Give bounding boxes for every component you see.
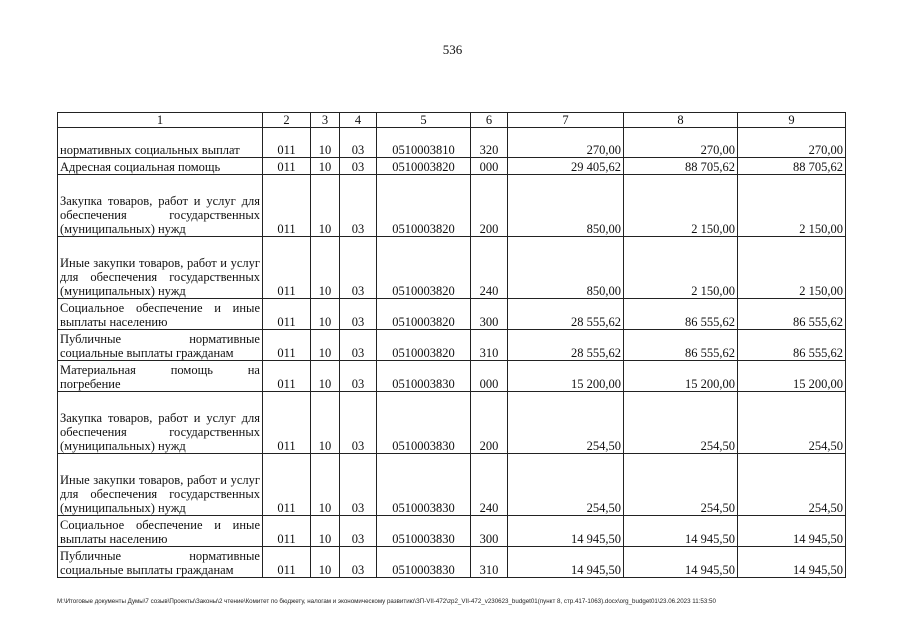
row-code-cell: 011 (263, 361, 311, 392)
row-code-cell: 310 (471, 547, 508, 578)
row-amount-cell: 14 945,50 (738, 516, 846, 547)
row-code-cell: 0510003820 (377, 299, 471, 330)
row-amount-cell: 88 705,62 (624, 158, 738, 175)
row-code-cell: 0510003830 (377, 454, 471, 516)
row-code-cell: 10 (311, 330, 340, 361)
row-code-cell: 011 (263, 128, 311, 158)
row-amount-cell: 254,50 (624, 392, 738, 454)
row-code-cell: 200 (471, 392, 508, 454)
row-code-cell: 10 (311, 237, 340, 299)
row-amount-cell: 254,50 (738, 454, 846, 516)
row-code-cell: 200 (471, 175, 508, 237)
row-amount-cell: 15 200,00 (738, 361, 846, 392)
row-amount-cell: 14 945,50 (624, 547, 738, 578)
row-code-cell: 03 (340, 128, 377, 158)
header-cell: 4 (340, 113, 377, 128)
row-code-cell: 0510003810 (377, 128, 471, 158)
row-code-cell: 0510003830 (377, 361, 471, 392)
table-row (58, 516, 846, 547)
row-amount-cell: 86 555,62 (624, 299, 738, 330)
row-code-cell: 10 (311, 392, 340, 454)
row-amount-cell: 254,50 (624, 454, 738, 516)
row-name-cell: Социальное обеспечение и иные выплаты населению (58, 516, 263, 547)
header-cell: 2 (263, 113, 311, 128)
row-code-cell: 000 (471, 361, 508, 392)
row-code-cell: 03 (340, 454, 377, 516)
row-amount-cell: 254,50 (508, 454, 624, 516)
row-code-cell: 10 (311, 128, 340, 158)
row-code-cell: 10 (311, 454, 340, 516)
table-row (58, 158, 846, 175)
row-code-cell: 011 (263, 158, 311, 175)
row-amount-cell: 2 150,00 (624, 175, 738, 237)
table-row (58, 547, 846, 578)
table-row (58, 175, 846, 237)
table-row (58, 128, 846, 158)
row-code-cell: 0510003820 (377, 237, 471, 299)
row-amount-cell: 270,00 (624, 128, 738, 158)
row-code-cell: 10 (311, 299, 340, 330)
row-amount-cell: 850,00 (508, 237, 624, 299)
row-name-cell: Материальная помощь на погребение (58, 361, 263, 392)
row-amount-cell: 15 200,00 (508, 361, 624, 392)
row-name-cell: нормативных социальных выплат (58, 128, 263, 158)
row-code-cell: 03 (340, 158, 377, 175)
table-row (58, 299, 846, 330)
row-amount-cell: 254,50 (508, 392, 624, 454)
budget-table (57, 112, 846, 578)
row-amount-cell: 88 705,62 (738, 158, 846, 175)
row-amount-cell: 15 200,00 (624, 361, 738, 392)
page-number: 536 (442, 42, 463, 57)
row-amount-cell: 2 150,00 (738, 237, 846, 299)
row-name-cell: Адресная социальная помощь (58, 158, 263, 175)
row-code-cell: 300 (471, 299, 508, 330)
header-cell: 1 (58, 113, 263, 128)
header-cell: 7 (508, 113, 624, 128)
row-code-cell: 03 (340, 547, 377, 578)
row-amount-cell: 850,00 (508, 175, 624, 237)
row-code-cell: 10 (311, 175, 340, 237)
table-header-row (58, 113, 846, 128)
row-code-cell: 10 (311, 516, 340, 547)
row-name-cell: Закупка товаров, работ и услуг для обеспечения государственных (муниципальных) нужд (58, 392, 263, 454)
row-amount-cell: 14 945,50 (508, 547, 624, 578)
row-code-cell: 0510003820 (377, 330, 471, 361)
row-code-cell: 0510003830 (377, 516, 471, 547)
header-cell: 6 (471, 113, 508, 128)
table-row (58, 392, 846, 454)
row-code-cell: 300 (471, 516, 508, 547)
row-code-cell: 240 (471, 454, 508, 516)
row-code-cell: 0510003830 (377, 547, 471, 578)
row-amount-cell: 28 555,62 (508, 330, 624, 361)
row-code-cell: 011 (263, 299, 311, 330)
row-code-cell: 03 (340, 516, 377, 547)
row-code-cell: 10 (311, 158, 340, 175)
row-code-cell: 03 (340, 175, 377, 237)
table-row (58, 454, 846, 516)
row-amount-cell: 29 405,62 (508, 158, 624, 175)
row-code-cell: 011 (263, 454, 311, 516)
row-amount-cell: 86 555,62 (738, 330, 846, 361)
row-code-cell: 03 (340, 392, 377, 454)
header-cell: 9 (738, 113, 846, 128)
row-code-cell: 0510003830 (377, 392, 471, 454)
row-code-cell: 011 (263, 330, 311, 361)
row-code-cell: 10 (311, 361, 340, 392)
header-cell: 8 (624, 113, 738, 128)
row-amount-cell: 2 150,00 (624, 237, 738, 299)
row-code-cell: 03 (340, 237, 377, 299)
row-code-cell: 03 (340, 330, 377, 361)
row-code-cell: 011 (263, 237, 311, 299)
row-amount-cell: 2 150,00 (738, 175, 846, 237)
row-code-cell: 320 (471, 128, 508, 158)
row-code-cell: 03 (340, 361, 377, 392)
row-amount-cell: 86 555,62 (624, 330, 738, 361)
row-amount-cell: 270,00 (738, 128, 846, 158)
table-row (58, 237, 846, 299)
row-code-cell: 000 (471, 158, 508, 175)
row-name-cell: Публичные нормативные социальные выплаты гражданам (58, 547, 263, 578)
row-name-cell: Закупка товаров, работ и услуг для обеспечения государственных (муниципальных) нужд (58, 175, 263, 237)
row-name-cell: Социальное обеспечение и иные выплаты населению (58, 299, 263, 330)
row-code-cell: 0510003820 (377, 175, 471, 237)
table-row (58, 330, 846, 361)
row-code-cell: 011 (263, 175, 311, 237)
row-amount-cell: 28 555,62 (508, 299, 624, 330)
row-amount-cell: 14 945,50 (738, 547, 846, 578)
row-code-cell: 240 (471, 237, 508, 299)
row-code-cell: 10 (311, 547, 340, 578)
table-row (58, 361, 846, 392)
header-cell: 3 (311, 113, 340, 128)
row-code-cell: 011 (263, 516, 311, 547)
row-name-cell: Публичные нормативные социальные выплаты гражданам (58, 330, 263, 361)
header-cell: 5 (377, 113, 471, 128)
row-name-cell: Иные закупки товаров, работ и услуг для обеспечения государственных (муниципальных) нужд (58, 454, 263, 516)
row-amount-cell: 254,50 (738, 392, 846, 454)
row-amount-cell: 14 945,50 (624, 516, 738, 547)
row-code-cell: 011 (263, 392, 311, 454)
row-name-cell: Иные закупки товаров, работ и услуг для обеспечения государственных (муниципальных) нужд (58, 237, 263, 299)
row-amount-cell: 86 555,62 (738, 299, 846, 330)
row-amount-cell: 270,00 (508, 128, 624, 158)
row-code-cell: 310 (471, 330, 508, 361)
document-file-path: M:\Итоговые документы Думы\7 созыв\Проекты\Законы\2 чтение\Комитет по бюджету, налогам и экономическому развитию\ЗП-VII-472\zp2_VII-472_v230623_budget01(пункт 8, стр.417-1063).docx\org_budget01\23.06.2023 11:53:50 (57, 598, 716, 605)
row-code-cell: 0510003820 (377, 158, 471, 175)
row-code-cell: 03 (340, 299, 377, 330)
row-amount-cell: 14 945,50 (508, 516, 624, 547)
row-code-cell: 011 (263, 547, 311, 578)
